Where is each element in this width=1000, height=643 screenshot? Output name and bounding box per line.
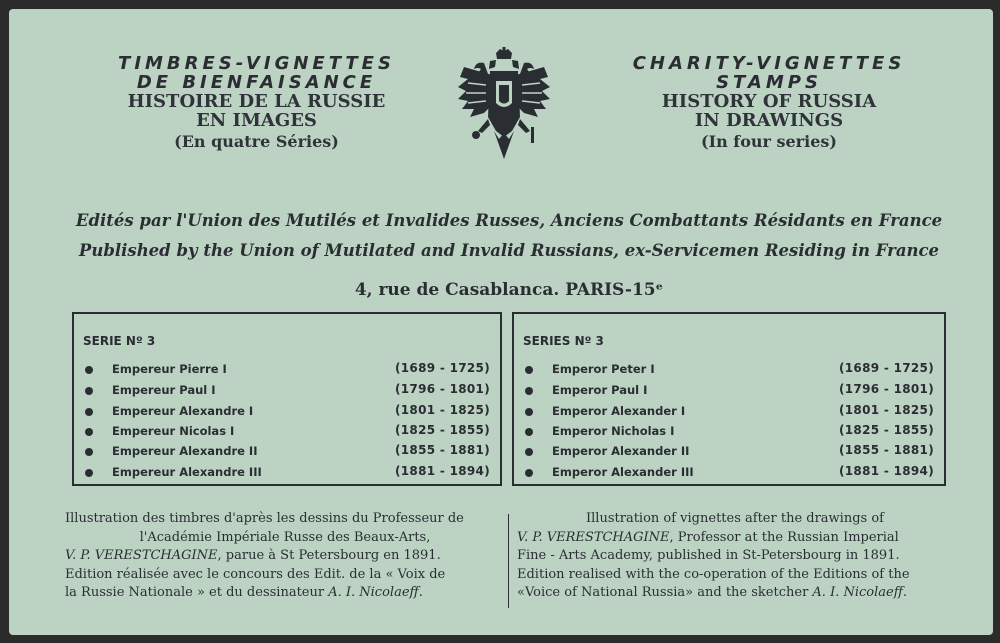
bullet-icon: [525, 366, 533, 374]
vignette-card: [9, 9, 993, 635]
emperor-name: Emperor Nicholas I: [552, 424, 675, 438]
double-headed-eagle-icon: [454, 47, 554, 165]
list-item: [83, 382, 492, 402]
reign-years: (1881 - 1894): [394, 464, 490, 478]
emperor-name: Emperor Paul I: [552, 383, 648, 397]
bullet-icon: [525, 428, 533, 436]
footer-fr-line: [65, 547, 505, 566]
header-en-line3: HISTORY OF RUSSIA: [661, 90, 877, 112]
bullet-icon: [525, 408, 533, 416]
footer-fr-line: Illustration des timbres d'après les dessins du Professeur de: [65, 511, 464, 526]
reign-years: (1855 - 1881): [394, 443, 490, 457]
emperor-name: Empereur Nicolas I: [112, 424, 235, 438]
list-item: [83, 423, 492, 443]
emperor-name: Empereur Alexandre I: [112, 404, 254, 418]
series-list-french: [72, 312, 502, 486]
footer-english: [517, 510, 953, 603]
reign-years: (1796 - 1801): [838, 382, 934, 396]
reign-years: (1801 - 1825): [838, 403, 934, 417]
list-item: [523, 361, 936, 381]
footer-fr-line: Edition réalisée avec le concours des Edit. de la « Voix de: [65, 566, 446, 582]
footer-en-line: Edition realised with the co-operation of the Editions of the: [517, 566, 910, 582]
list-item: [523, 403, 936, 423]
reign-years: (1796 - 1801): [394, 382, 490, 396]
emperor-name: Empereur Alexandre III: [112, 465, 262, 479]
header-fr-line5: (En quatre Séries): [174, 131, 339, 151]
series-list-english: [512, 312, 946, 486]
bullet-icon: [85, 366, 93, 374]
footer-en-text: «Voice of National Russia» and the sketcher: [517, 585, 813, 600]
list-item: [83, 403, 492, 423]
publisher-french: Edités par l'Union des Mutilés et Invalides Russes, Anciens Combattants Résidants en France: [75, 211, 943, 230]
bullet-icon: [525, 448, 533, 456]
footer-fr-line: l'Académie Impériale Russe des Beaux-Arts,: [139, 529, 431, 545]
bullet-icon: [525, 469, 533, 477]
artist-name: V. P. VERESTCHAGINE: [517, 529, 670, 545]
artist-name: V. P. VERESTCHAGINE: [65, 548, 218, 563]
footer-en-line: Illustration of vignettes after the drawings of: [586, 511, 884, 526]
footer-french: [65, 510, 505, 603]
publisher-english: Published by the Union of Mutilated and Invalid Russians, ex-Servicemen Residing in France: [78, 241, 940, 260]
list-item: [523, 382, 936, 402]
series-en-title: SERIES Nº 3: [523, 334, 604, 348]
header-en-line1: CHARITY-VIGNETTES: [632, 53, 906, 74]
list-item: [83, 361, 492, 381]
footer-fr-text: , parue à St Petersbourg en 1891.: [217, 548, 441, 563]
bullet-icon: [85, 428, 93, 436]
bullet-icon: [85, 469, 93, 477]
reign-years: (1689 - 1725): [838, 361, 934, 375]
emperor-name: Emperor Peter I: [552, 362, 655, 376]
header-fr-line3: HISTOIRE DE LA RUSSIE: [127, 90, 386, 112]
emperor-name: Emperor Alexander III: [552, 465, 694, 479]
list-item: [83, 443, 492, 463]
reign-years: (1801 - 1825): [394, 403, 490, 417]
header-english: [579, 55, 959, 150]
series-fr-title: SERIE Nº 3: [83, 334, 156, 348]
emperor-name: Emperor Alexander I: [552, 404, 686, 418]
header-fr-line2: DE BIENFAISANCE: [136, 71, 377, 93]
bullet-icon: [85, 387, 93, 395]
footer-fr-line: [65, 584, 505, 603]
emperor-name: Empereur Pierre I: [112, 362, 227, 376]
header-fr-line1: TIMBRES-VIGNETTES: [118, 53, 395, 74]
reign-years: (1825 - 1855): [838, 423, 934, 437]
footer-en-line: [517, 529, 953, 548]
footer-fr-text: la Russie Nationale » et du dessinateur: [65, 585, 329, 600]
list-item: [523, 423, 936, 443]
bullet-icon: [85, 408, 93, 416]
reign-years: (1825 - 1855): [394, 423, 490, 437]
header-en-line5: (In four series): [701, 131, 837, 151]
footer-en-line: Fine - Arts Academy, published in St-Petersbourg in 1891.: [517, 548, 900, 563]
bullet-icon: [525, 387, 533, 395]
list-item: [523, 464, 936, 484]
reign-years: (1881 - 1894): [838, 464, 934, 478]
publisher-address: 4, rue de Casablanca. PARIS-15ᵉ: [354, 280, 664, 300]
emperor-name: Empereur Alexandre II: [112, 444, 258, 458]
footer-en-line: [517, 584, 953, 603]
sketcher-name: A. I. Nicolaeff.: [328, 585, 423, 600]
reign-years: (1689 - 1725): [394, 361, 490, 375]
emperor-name: Empereur Paul I: [112, 383, 216, 397]
emperor-name: Emperor Alexander II: [552, 444, 690, 458]
header-en-line2: STAMPS: [716, 71, 822, 93]
header-en-line4: IN DRAWINGS: [694, 109, 844, 131]
header-french: [79, 55, 434, 150]
footer-divider: [508, 514, 509, 608]
footer-en-text: , Professor at the Russian Imperial: [669, 529, 899, 545]
list-item: [523, 443, 936, 463]
sketcher-name: A. I. Nicolaeff.: [812, 585, 908, 600]
bullet-icon: [85, 448, 93, 456]
list-item: [83, 464, 492, 484]
header-fr-line4: EN IMAGES: [196, 109, 317, 131]
reign-years: (1855 - 1881): [838, 443, 934, 457]
